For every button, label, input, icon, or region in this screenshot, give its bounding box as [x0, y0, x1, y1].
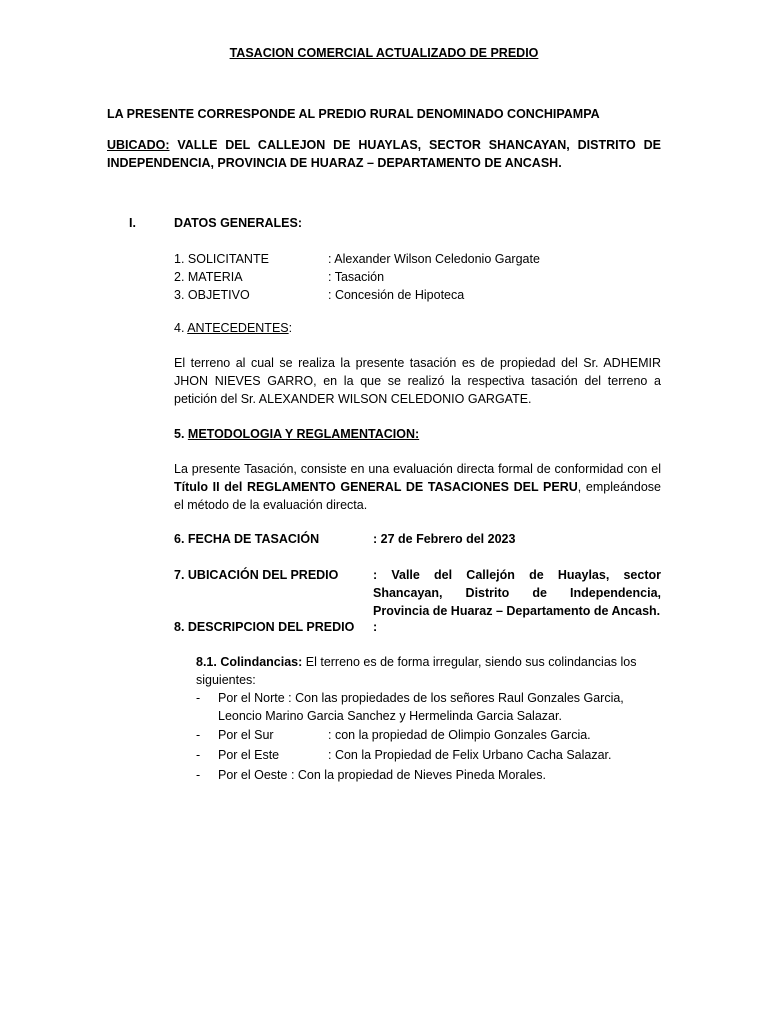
colindancia-norte	[218, 689, 658, 725]
datos-label-materia: 2. MATERIA	[174, 270, 243, 284]
metodologia-text-a: La presente Tasación, consiste en una evaluación directa formal de conformidad con el	[174, 462, 661, 476]
colindancia-oeste-text: : Con la propiedad de Nieves Pineda Morales.	[287, 768, 546, 782]
metodologia-label: METODOLOGIA Y REGLAMENTACION:	[187, 427, 420, 441]
colindancia-sur	[218, 726, 658, 744]
descripcion-label: 8. DESCRIPCION DEL PREDIO	[174, 620, 355, 634]
colindancias-line	[196, 653, 666, 689]
colindancias-label: 8.1. Colindancias:	[196, 655, 303, 669]
datos-value-materia: : Tasación	[328, 270, 385, 284]
antecedentes-prefix: 4.	[174, 321, 188, 335]
antecedentes-suffix: :	[288, 321, 293, 335]
metodologia-text-b: , empleándose el método de la evaluación directa.	[174, 480, 661, 512]
colindancia-sur-dir: Por el Sur	[218, 728, 274, 742]
metodologia-paragraph	[174, 460, 661, 514]
antecedentes-heading	[174, 319, 661, 337]
ubicado-label: UBICADO:	[107, 138, 170, 152]
colindancia-sur-text: : con la propiedad de Olimpio Gonzales Garcia.	[328, 728, 591, 742]
datos-value-solicitante: : Alexander Wilson Celedonio Gargate	[328, 252, 540, 266]
bullet-este: -	[196, 748, 201, 762]
colindancia-norte-text: : Con las propiedades de los señores Raul Gonzales Garcia, Leoncio Marino Garcia Sanchez y Hermelinda Garcia Salazar.	[218, 691, 624, 723]
metodologia-prefix: 5.	[174, 427, 188, 441]
antecedentes-label: ANTECEDENTES	[187, 321, 289, 335]
colindancia-este-dir: Por el Este	[218, 748, 280, 762]
datos-label-solicitante: 1. SOLICITANTE	[174, 252, 269, 266]
antecedentes-paragraph: El terreno al cual se realiza la presente tasación es de propiedad del Sr. ADHEMIR JHON NIEVES GARRO, en la que se realizó la respectiva tasación del terreno a petición del Sr. ALEXANDER WILSON CELEDONIO GARGATE.	[174, 356, 661, 406]
bullet-norte: -	[196, 691, 201, 705]
metodologia-text-bold: Título II del REGLAMENTO GENERAL DE TASACIONES DEL PERU	[174, 480, 578, 494]
datos-value-objetivo: : Concesión de Hipoteca	[328, 288, 465, 302]
ubicacion-label: 7. UBICACIÓN DEL PREDIO	[174, 568, 339, 582]
intro-line: LA PRESENTE CORRESPONDE AL PREDIO RURAL DENOMINADO CONCHIPAMPA	[107, 107, 600, 121]
fecha-label: 6. FECHA DE TASACIÓN	[174, 532, 320, 546]
colindancia-este	[218, 746, 658, 764]
document-title: TASACION COMERCIAL ACTUALIZADO DE PREDIO	[229, 46, 539, 60]
ubicado-text: VALLE DEL CALLEJON DE HUAYLAS, SECTOR SHANCAYAN, DISTRITO DE INDEPENDENCIA, PROVINCIA DE HUARAZ – DEPARTAMENTO DE ANCASH.	[107, 138, 661, 170]
colindancia-norte-dir: Por el Norte	[218, 691, 285, 705]
fecha-value: : 27 de Febrero del 2023	[373, 532, 516, 546]
colindancia-este-text: : Con la Propiedad de Felix Urbano Cacha Salazar.	[328, 748, 612, 762]
bullet-oeste: -	[196, 768, 201, 782]
ubicacion-value: : Valle del Callejón de Huaylas, sector Shancayan, Distrito de Independencia, Provincia de Huaraz – Departamento de Ancash.	[373, 568, 661, 618]
descripcion-value: :	[373, 620, 378, 634]
section-heading: DATOS GENERALES:	[174, 216, 303, 230]
bullet-sur: -	[196, 728, 201, 742]
colindancia-oeste-dir: Por el Oeste	[218, 768, 288, 782]
datos-label-objetivo: 3. OBJETIVO	[174, 288, 250, 302]
metodologia-heading	[174, 425, 661, 443]
colindancia-oeste	[218, 766, 658, 784]
section-number: I.	[129, 216, 136, 230]
colindancias-text: El terreno es de forma irregular, siendo sus colindancias los siguientes:	[196, 655, 637, 687]
ubicado-paragraph	[107, 136, 661, 172]
